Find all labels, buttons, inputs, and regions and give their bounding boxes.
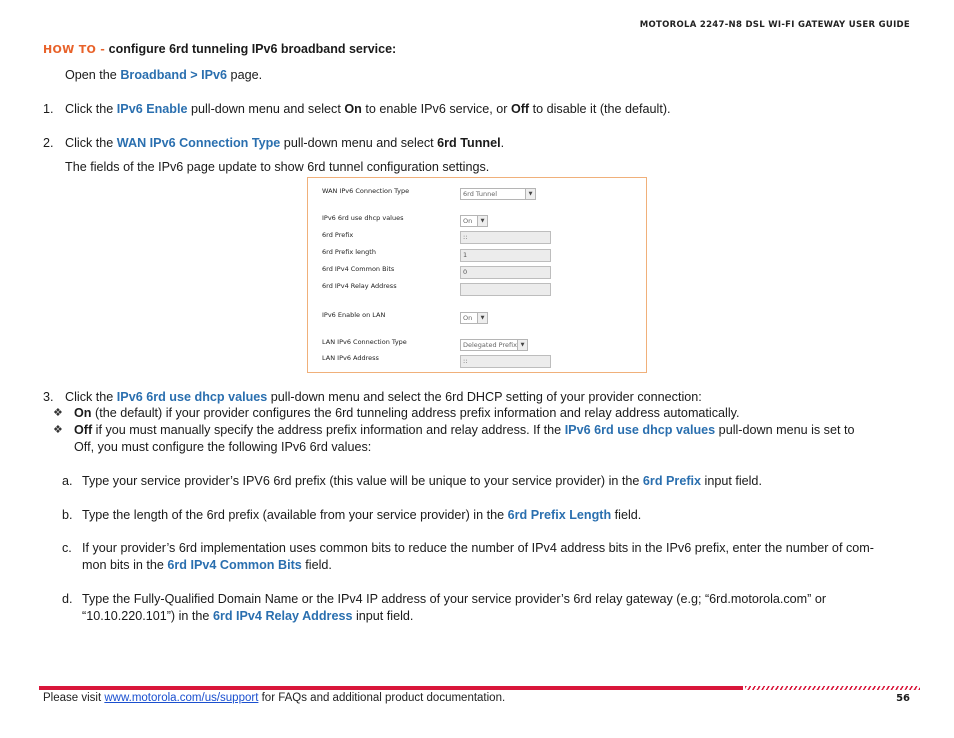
sub-c-text — [82, 540, 914, 574]
step1-t4: to disable it (the default). — [529, 102, 671, 116]
bullet-off-t1: if you must manually specify the address prefix information and relay address. If the — [92, 423, 565, 437]
bullet-off-t2: pull-down menu is set to — [715, 423, 855, 437]
common-bits-input[interactable]: 0 — [460, 266, 551, 279]
lan-enable-value: On — [463, 314, 473, 322]
support-link[interactable]: www.motorola.com/us/support — [104, 692, 259, 704]
bullet-on-text: (the default) if your provider configures the 6rd tunneling address prefix information and relay address automatically. — [91, 406, 740, 420]
bullet-off — [74, 422, 914, 456]
broadband-ipv6-link[interactable]: Broadband > IPv6 — [120, 68, 228, 82]
intro-pre: Open the — [65, 68, 121, 82]
sub-a-t2: input field. — [701, 474, 762, 488]
step1-t2: pull-down menu and select — [187, 102, 345, 116]
sub-b-t1: Type the length of the 6rd prefix (available from your service provider) in the — [82, 508, 508, 522]
prefix-length-input[interactable]: 1 — [460, 249, 551, 262]
prefix-input[interactable]: :: — [460, 231, 551, 244]
sub-b-text — [82, 507, 914, 524]
step2-text — [65, 135, 504, 152]
sub-c-t1: If your provider’s 6rd implementation uses common bits to reduce the number of IPv4 address bits in the IPv6 prefix, enter the number of com- — [82, 541, 874, 555]
lan-type-label: LAN IPv6 Connection Type — [322, 338, 407, 346]
footer-note — [43, 692, 505, 704]
bullet-diamond-icon: ❖ — [53, 424, 63, 436]
sub-d-letter: d. — [62, 592, 73, 606]
prefix-label: 6rd Prefix — [322, 231, 354, 239]
dhcp-select[interactable] — [460, 215, 488, 227]
lan-address-input[interactable]: :: — [460, 355, 551, 368]
sub-b-t2: field. — [611, 508, 642, 522]
dhcp-value: On — [463, 217, 473, 225]
6rd-prefix-length-link[interactable]: 6rd Prefix Length — [507, 508, 612, 522]
sub-d-t2: “10.10.220.101”) in the — [82, 609, 213, 623]
lan-type-value: Delegated Prefix — [463, 341, 517, 349]
intro-line — [65, 67, 262, 84]
sub-c-t3: field. — [301, 558, 332, 572]
relay-address-label: 6rd IPv4 Relay Address — [322, 282, 397, 290]
step2-note: The fields of the IPv6 page update to show 6rd tunnel configuration settings. — [65, 160, 490, 174]
lan-enable-select[interactable] — [460, 312, 488, 324]
wan-type-label: WAN IPv6 Connection Type — [322, 187, 410, 195]
step2-number: 2. — [43, 136, 54, 150]
step1-t1: Click the — [65, 102, 117, 116]
sub-a-letter: a. — [62, 474, 73, 488]
footer-post: for FAQs and additional product documentation. — [258, 692, 506, 704]
wan-ipv6-type-link[interactable]: WAN IPv6 Connection Type — [116, 136, 281, 150]
step3-t1: Click the — [65, 390, 117, 404]
lan-type-select[interactable] — [460, 339, 528, 351]
bullet-diamond-icon: ❖ — [53, 407, 63, 419]
sub-a-t1: Type your service provider’s IPV6 6rd prefix (this value will be unique to your service provider) in the — [82, 474, 643, 488]
dhcp-label: IPv6 6rd use dhcp values — [322, 214, 404, 222]
step1-text — [65, 101, 671, 118]
chevron-down-icon: ▼ — [477, 313, 487, 323]
bullet-off-label: Off — [74, 423, 93, 437]
chevron-down-icon: ▼ — [525, 189, 535, 199]
step1-number: 1. — [43, 102, 54, 116]
sub-c-letter: c. — [62, 541, 72, 555]
step3-text — [65, 389, 702, 406]
sub-d-text — [82, 591, 914, 625]
common-bits-label: 6rd IPv4 Common Bits — [322, 265, 395, 273]
guide-title: MOTOROLA 2247-N8 DSL WI-FI GATEWAY USER GUIDE — [639, 20, 910, 30]
6rd-relay-address-link[interactable]: 6rd IPv4 Relay Address — [212, 609, 353, 623]
step1-off: Off — [510, 102, 530, 116]
footer-hatch — [745, 686, 920, 690]
dhcp-values-link-2[interactable]: IPv6 6rd use dhcp values — [564, 423, 716, 437]
step3-number: 3. — [43, 390, 54, 404]
page-number: 56 — [896, 693, 910, 704]
footer-pre: Please visit — [43, 692, 105, 704]
wan-type-value: 6rd Tunnel — [463, 190, 498, 198]
dhcp-values-link[interactable]: IPv6 6rd use dhcp values — [116, 390, 268, 404]
lan-enable-label: IPv6 Enable on LAN — [322, 311, 386, 319]
bullet-on — [74, 405, 914, 422]
step3-t2: pull-down menu and select the 6rd DHCP setting of your provider connection: — [267, 390, 702, 404]
footer-divider — [39, 686, 743, 690]
6rd-prefix-link[interactable]: 6rd Prefix — [642, 474, 702, 488]
sub-b-letter: b. — [62, 508, 73, 522]
chevron-down-icon: ▼ — [517, 340, 527, 350]
step2-t2: pull-down menu and select — [280, 136, 438, 150]
howto-heading — [43, 42, 396, 56]
6rd-common-bits-link[interactable]: 6rd IPv4 Common Bits — [167, 558, 302, 572]
step1-on: On — [344, 102, 362, 116]
howto-title: configure 6rd tunneling IPv6 broadband service: — [108, 42, 397, 56]
ipv6-settings-screenshot — [307, 177, 647, 373]
bullet-on-label: On — [74, 406, 92, 420]
step2-t3: . — [500, 136, 505, 150]
sub-a-text — [82, 473, 914, 490]
relay-address-input[interactable] — [460, 283, 551, 296]
step1-t3: to enable IPv6 service, or — [361, 102, 511, 116]
chevron-down-icon: ▼ — [477, 216, 487, 226]
bullet-off-line2: Off, you must configure the following IPv6 6rd values: — [74, 440, 372, 454]
intro-post: page. — [227, 68, 263, 82]
wan-type-select[interactable] — [460, 188, 536, 200]
ipv6-enable-link[interactable]: IPv6 Enable — [116, 102, 188, 116]
step2-t1: Click the — [65, 136, 117, 150]
prefix-length-label: 6rd Prefix length — [322, 248, 376, 256]
lan-address-label: LAN IPv6 Address — [322, 354, 379, 362]
step2-6rd-tunnel: 6rd Tunnel — [437, 136, 501, 150]
sub-c-t2: mon bits in the — [82, 558, 168, 572]
sub-d-t3: input field. — [352, 609, 414, 623]
sub-d-t1: Type the Fully-Qualified Domain Name or the IPv4 IP address of your service provider’s 6rd relay gateway (e.g; “6rd.motorola.com” or — [82, 592, 827, 606]
howto-tag: HOW TO - — [43, 43, 106, 56]
